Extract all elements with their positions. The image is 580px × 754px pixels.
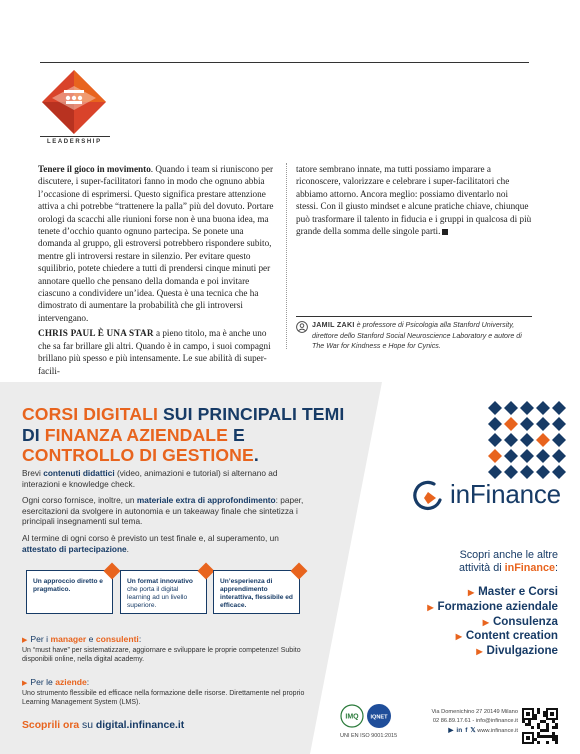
audience-text-bold: manager xyxy=(50,634,87,644)
feature-box xyxy=(26,570,113,614)
qr-cell xyxy=(546,726,549,729)
audience-heading-companies xyxy=(22,677,89,689)
headline-part: CONTROLLO DI GESTIONE xyxy=(22,445,254,465)
pattern-diamond xyxy=(504,433,518,447)
social-row xyxy=(400,726,518,736)
paragraph-text: a pieno titolo, ma è anche uno che sa far brillare gli altri. Quando è in campo, i suoi compagni brillano più spesso e più intensamente. Le sue abilità di super-facili- xyxy=(38,328,271,376)
qr-cell xyxy=(537,726,540,729)
ad-text-bold: contenuti didattici xyxy=(43,468,115,478)
activity-label: Divulgazione xyxy=(486,644,558,658)
phone-email[interactable]: 02 86.89.17.61 - info@infinance.it xyxy=(432,718,518,724)
article-column-left xyxy=(38,163,274,380)
audience-heading-managers xyxy=(22,634,141,646)
triangle-bullet-icon: ▶ xyxy=(476,647,483,657)
ad-text: : paper, esercitazioni da svolgere in autonomia e un takeaway finale che sintetizza i principali insegnamenti sul tema. xyxy=(22,495,304,527)
activity-item[interactable] xyxy=(427,644,558,659)
column-divider xyxy=(286,163,287,349)
discover-text: Scopri anche le altre xyxy=(459,549,558,561)
infinance-logo-icon xyxy=(410,478,446,514)
qr-cell xyxy=(546,735,549,738)
pattern-diamond xyxy=(552,401,566,415)
feature-text: Un’esperienza di apprendimento interattiva, flessibile ed efficace. xyxy=(220,578,293,609)
activity-label: Content creation xyxy=(465,629,558,643)
youtube-icon[interactable]: ▶ xyxy=(448,727,454,734)
qr-cell xyxy=(552,732,555,735)
pattern-diamond xyxy=(552,449,566,463)
activity-label: Consulenza xyxy=(492,614,558,628)
section-label: LEADERSHIP xyxy=(47,139,102,145)
qr-cell xyxy=(522,720,525,723)
pattern-diamond xyxy=(520,433,534,447)
qr-cell xyxy=(546,741,549,744)
qr-cell xyxy=(537,735,540,738)
qr-cell xyxy=(543,711,546,714)
audience-text: e xyxy=(86,634,96,644)
headline-part: . xyxy=(253,445,259,465)
ad-text: Brevi xyxy=(22,468,44,478)
paragraph-lead: CHRIS PAUL È UNA STAR xyxy=(38,328,154,339)
ad-text: Al termine di ogni corso è previsto un test finale e, al superamento, un xyxy=(22,533,279,543)
cert1-label: IMQ xyxy=(345,713,359,721)
qr-cell xyxy=(555,723,558,726)
activity-item[interactable] xyxy=(427,585,558,600)
triangle-bullet-icon: ▶ xyxy=(22,680,28,687)
qr-cell xyxy=(555,741,558,744)
qr-cell xyxy=(555,726,558,729)
qr-cell xyxy=(537,711,540,714)
audience-text: Per le xyxy=(30,677,56,687)
qr-cell xyxy=(540,720,543,723)
ad-headline xyxy=(22,404,352,466)
headline-part: E xyxy=(227,424,245,445)
cta-link[interactable] xyxy=(22,720,184,731)
qr-cell xyxy=(534,717,537,720)
ad-text-bold: attestato di partecipazione xyxy=(22,543,127,554)
cta-url[interactable]: digital.infinance.it xyxy=(95,720,185,731)
pattern-diamond xyxy=(488,449,502,463)
paragraph-text: . Quando i team si riuniscono per discutere, i super-facilitatori fanno in modo che ognuno abbia l’occasione di esprimersi. Questo significa prestare attenzione attiva a chi potrebbe “trattenere la palla” più del dovuto. Portare orologi da scacchi alle riunioni forse non è una buona idea, ma tenete d’occhio quanto ognuno partecipa. Se ponete una domanda al gruppo, gli estroversi potrebbero rispondere subito, mentre gli introversi restare in silenzio. Per evitare questo squilibrio, potete chiedere a tutti di prendersi cinque minuti per annotare quello che pensano della domanda e poi invitare ciascuno a condividere un’idea. Questa è una tecnica che ha dimostrato di aumentare la probabilità che gli introversi intervengano. xyxy=(38,164,274,323)
discover-text: : xyxy=(555,562,558,574)
qr-cell xyxy=(528,720,531,723)
qr-cell xyxy=(540,735,543,738)
pattern-diamond xyxy=(488,465,502,479)
qr-code-icon[interactable] xyxy=(522,708,558,744)
author-name: JAMIL ZAKI xyxy=(312,321,355,329)
paragraph-text: tatore sembrano innate, ma tutti possiamo imparare a riconoscere, valorizzare e celebrare i super-facilitatori che abbiamo attorno. Ancora meglio: possiamo diventarlo noi stessi. Con il giusto mindset e alcune pratiche chiave, chiunque può trasformare il talento in fiducia e i gruppi in qualcosa di più grande della somma delle singole parti. xyxy=(296,164,532,237)
brand-name-part: Finance xyxy=(469,479,561,509)
paragraph-lead: Tenere il gioco in movimento xyxy=(38,164,151,174)
cta-text: su xyxy=(79,720,96,731)
audience-text: Per i xyxy=(30,634,51,644)
qr-cell xyxy=(537,708,540,711)
qr-cell xyxy=(525,723,528,726)
bio-rule xyxy=(296,316,532,317)
ad-text: (video, animazioni e tutorial) si alternano ad interazioni e knowledge check. xyxy=(22,468,278,489)
feature-box xyxy=(120,570,207,614)
headline-part: CORSI DIGITALI xyxy=(22,404,158,424)
qr-cell xyxy=(537,723,540,726)
qr-cell xyxy=(528,723,531,726)
feature-text: che porta il digital learning ad un livello superiore. xyxy=(127,586,188,609)
qr-cell xyxy=(534,714,537,717)
qr-cell xyxy=(537,732,540,735)
pattern-diamond xyxy=(520,401,534,415)
audience-text-bold: aziende xyxy=(55,677,87,687)
address: Via Domenichino 27 20149 Milano xyxy=(431,709,518,715)
pattern-diamond xyxy=(504,401,518,415)
x-icon[interactable]: 𝕏 xyxy=(470,727,476,734)
qr-cell xyxy=(546,729,549,732)
triangle-bullet-icon: ▶ xyxy=(455,632,462,642)
facebook-icon[interactable]: f xyxy=(465,727,468,734)
triangle-bullet-icon: ▶ xyxy=(427,602,434,612)
activity-label: Master e Corsi xyxy=(478,585,558,598)
pattern-diamond xyxy=(552,433,566,447)
discover-text-bold: inFinance xyxy=(504,562,555,574)
ad-text: Ogni corso fornisce, inoltre, un xyxy=(22,495,137,505)
cert2-label: IQNET xyxy=(370,714,388,721)
qr-cell xyxy=(531,726,534,729)
activity-label: Formazione aziendale xyxy=(437,599,558,613)
headline-part: FINANZA AZIENDALE xyxy=(44,424,228,445)
discover-text: attività di xyxy=(458,562,505,574)
pattern-diamond xyxy=(552,417,566,431)
linkedin-icon[interactable]: in xyxy=(456,727,463,734)
qr-cell xyxy=(543,714,546,717)
iqnet-certification-icon xyxy=(366,703,392,729)
pattern-diamond xyxy=(536,433,550,447)
brand-name xyxy=(450,479,561,510)
qr-cell xyxy=(540,729,543,732)
contact-block xyxy=(400,708,518,736)
pattern-diamond xyxy=(520,449,534,463)
pattern-diamond xyxy=(488,401,502,415)
ad-text-bold: materiale extra di approfondimento xyxy=(136,495,276,505)
website[interactable]: www.infinance.it xyxy=(477,728,518,734)
qr-cell xyxy=(552,720,555,723)
leadership-emblem-icon xyxy=(38,68,110,140)
audience-body: Un “must have” per sistematizzare, aggiornare e sviluppare le proprie competenze! Subito disponibili online, nella digital academy. xyxy=(22,647,301,663)
audience-text-bold: consulenti xyxy=(95,634,139,644)
pattern-diamond xyxy=(520,465,534,479)
brand-name-part: in xyxy=(450,479,470,509)
headline-part: SUI PRINCIPALI TEMI xyxy=(157,404,345,424)
article-paragraph xyxy=(38,163,274,324)
feature-box xyxy=(213,570,300,614)
triangle-bullet-icon: ▶ xyxy=(482,617,489,627)
audience-text: : xyxy=(86,677,90,687)
headline-part: DI xyxy=(22,424,45,445)
ad-paragraph xyxy=(22,533,312,554)
qr-cell xyxy=(549,735,552,738)
cta-text: Scoprili ora xyxy=(22,720,80,731)
activity-item[interactable] xyxy=(427,615,558,630)
pattern-diamond xyxy=(488,433,502,447)
pattern-diamond xyxy=(536,465,550,479)
certification-standard: UNI EN ISO 9001:2015 xyxy=(340,733,398,739)
activity-item[interactable] xyxy=(427,600,558,615)
emblem-rule xyxy=(40,136,110,137)
article-paragraph xyxy=(296,163,532,237)
brand-diamond-pattern-icon xyxy=(487,400,567,480)
discover-heading xyxy=(459,549,558,575)
pattern-diamond xyxy=(504,449,518,463)
qr-cell xyxy=(555,735,558,738)
top-rule xyxy=(40,62,529,63)
activity-item[interactable] xyxy=(427,629,558,644)
pattern-diamond xyxy=(504,417,518,431)
article-column-right xyxy=(296,163,532,240)
ad-text: . xyxy=(126,543,129,554)
pattern-diamond xyxy=(536,401,550,415)
qr-cell xyxy=(555,738,558,741)
qr-cell xyxy=(552,735,555,738)
audience-text: : xyxy=(138,634,142,644)
ad-paragraph xyxy=(22,468,312,489)
article-paragraph xyxy=(38,327,274,377)
pattern-diamond xyxy=(520,417,534,431)
pattern-diamond xyxy=(504,465,518,479)
author-role: è professore di Psicologia alla Stanford University, direttore dello Stanford Social Neuroscience Laboratory e autore di The War for Kindness e Hope for Cynics. xyxy=(312,321,522,350)
imq-certification-icon xyxy=(340,704,364,728)
qr-cell xyxy=(534,738,537,741)
audience-body: Uno strumento flessibile ed efficace nella formazione delle risorse. Direttamente nel proprio Learning Management System (LMS). xyxy=(22,690,305,706)
qr-cell xyxy=(546,723,549,726)
pattern-diamond xyxy=(488,417,502,431)
pattern-diamond xyxy=(552,465,566,479)
author-bio xyxy=(312,320,532,352)
qr-cell xyxy=(543,729,546,732)
qr-cell xyxy=(552,726,555,729)
end-of-article-icon xyxy=(442,229,448,235)
qr-cell xyxy=(552,738,555,741)
pattern-diamond xyxy=(536,449,550,463)
feature-text: Un format innovativo xyxy=(127,578,193,585)
pattern-diamond xyxy=(536,417,550,431)
qr-cell xyxy=(543,720,546,723)
feature-text: Un approccio diretto e pragmatico. xyxy=(33,578,103,593)
qr-cell xyxy=(543,735,546,738)
triangle-bullet-icon: ▶ xyxy=(467,588,475,597)
author-avatar-icon xyxy=(296,321,308,333)
triangle-bullet-icon: ▶ xyxy=(22,637,28,644)
ad-paragraph xyxy=(22,495,312,527)
qr-cell xyxy=(537,741,540,744)
activities-list xyxy=(427,585,558,659)
